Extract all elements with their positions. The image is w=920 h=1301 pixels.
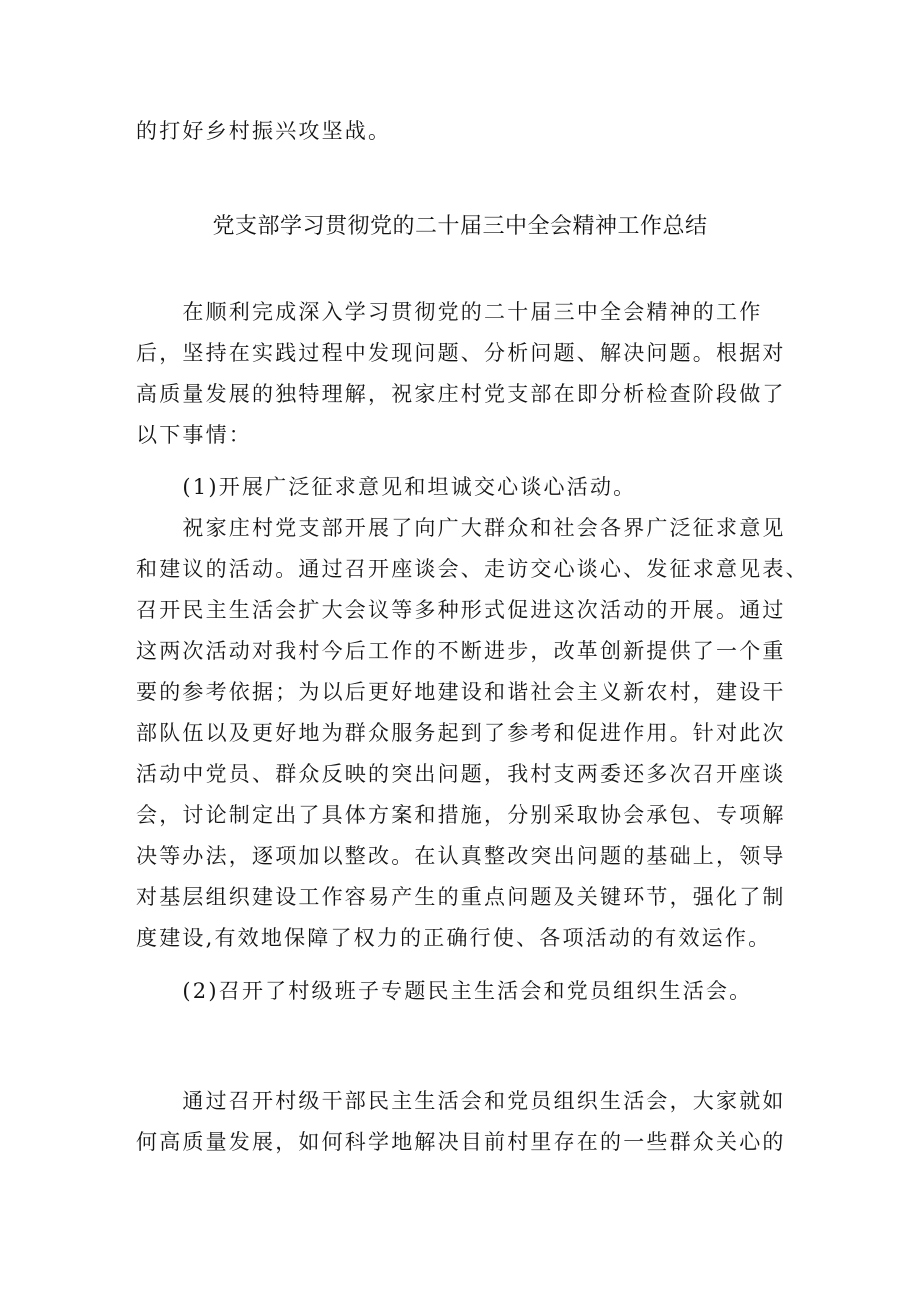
body-line: 和建议的活动。通过召开座谈会、走访交心谈心、发征求意见表、: [136, 557, 809, 581]
body-line: 要的参考依据；为以后更好地建设和谐社会主义新农村，建设干: [136, 680, 786, 704]
section-heading: (1)开展广泛征求意见和坦诚交心谈心活动。: [136, 475, 637, 499]
section-heading: (2)召开了村级班子专题民主生活会和党员组织生活会。: [136, 979, 753, 1003]
body-line: 度建设,有效地保障了权力的正确行使、各项活动的有效运作。: [136, 926, 772, 950]
body-line: 通过召开村级干部民主生活会和党员组织生活会，大家就如: [136, 1089, 786, 1113]
body-line: 在顺利完成深入学习贯彻党的二十届三中全会精神的工作: [136, 300, 763, 324]
body-line: 何高质量发展，如何科学地解决目前村里存在的一些群众关心的: [136, 1130, 786, 1154]
body-line: 高质量发展的独特理解，祝家庄村党支部在即分析检查阶段做了: [136, 382, 786, 406]
body-line: 这两次活动对我村今后工作的不断进步，改革创新提供了一个重: [136, 639, 786, 663]
body-line: 以下事情：: [136, 423, 252, 447]
body-line: 部队伍以及更好地为群众服务起到了参考和促进作用。针对此次: [136, 721, 786, 745]
document-title: 党支部学习贯彻党的二十届三中全会精神工作总结: [212, 214, 708, 239]
body-line: 活动中党员、群众反映的突出问题，我村支两委还多次召开座谈: [136, 762, 786, 786]
body-line: 决等办法，逐项加以整改。在认真整改突出问题的基础上，领导: [136, 844, 786, 868]
body-line: 会，讨论制定出了具体方案和措施，分别采取协会承包、专项解: [136, 803, 786, 827]
body-line: 后，坚持在实践过程中发现问题、分析问题、解决问题。根据对: [136, 341, 786, 365]
body-line: 召开民主生活会扩大会议等多种形式促进这次活动的开展。通过: [136, 598, 786, 622]
body-line: 祝家庄村党支部开展了向广大群众和社会各界广泛征求意见: [136, 516, 786, 540]
body-line: 对基层组织建设工作容易产生的重点问题及关键环节，强化了制: [136, 885, 786, 909]
lead-line: 的打好乡村振兴攻坚战。: [136, 119, 392, 143]
